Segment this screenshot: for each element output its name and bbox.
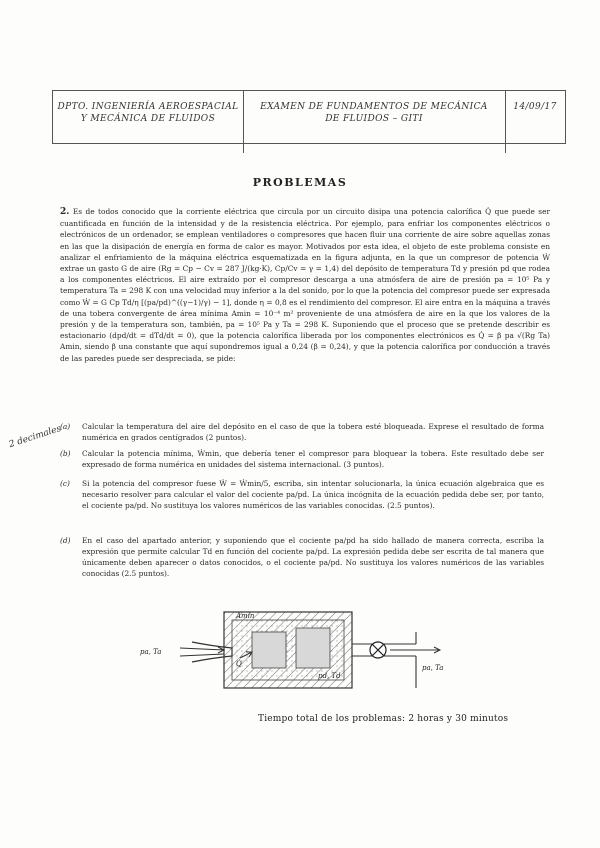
outlet-conditions-label: pa, Ta <box>422 664 444 672</box>
heat-label: Q̇ <box>236 660 242 668</box>
outlet-duct <box>352 632 416 688</box>
department-line-1: DPTO. INGENIERÍA AEROESPACIAL <box>57 102 239 112</box>
question-label: (a) <box>60 422 71 431</box>
exam-line-2: DE FLUIDOS – GITI <box>325 114 423 124</box>
inlet-flow-arrow <box>180 647 224 653</box>
amin-label: Amin <box>236 612 255 620</box>
exam-header <box>52 90 566 144</box>
tank-conditions-label: pd, Td <box>318 672 341 680</box>
problem-intro-text: Es de todos conocido que la corriente eléctrica que circula por un circuito disipa una potencia calorífica Q̇ que puede ser cuantificada en función de la intensidad y de la resistencia eléctrica. Por ejemplo, para enfriar los componentes eléctricos o electrónicos de un ordenador, se emplean ventiladores o compresores que hacen fluir una corriente de aire sobre aquellas zonas en las que la disipación de energía en forma de calor es mayor. Motivados por esta idea, el objeto de este problema consiste en analizar el enfriamiento de la máquina eléctrica esquematizada en la figura adjunta, en la que un compresor de potencia Ẇ extrae un gasto G de aire (Rg = Cp − Cv = 287 J/(kg·K), Cp/Cv = γ = 1,4) del depósito de temperatura Td y presión pd que rodea a los componentes eléctricos. El aire extraído por el compresor descarga a una atmósfera de aire de presión pa = 10⁵ Pa y temperatura Ta = 298 K con una velocidad muy inferior a la del sonido, por lo que la potencia del compresor puede ser expresada como Ẇ = G Cp Td/η [(pa/pd)^((γ−1)/γ) − 1], donde η = 0,8 es el rendimiento del compresor. El aire entra en la máquina a través de una tobera convergente de área mínima Amin = 10⁻⁴ m² proveniente de una atmósfera de aire en la que los valores de la presión y de la temperatura son, también, pa = 10⁵ Pa y Ta = 298 K. Suponiendo que el proceso que se pretende describir es estacionario (dpd/dt = dTd/dt = 0), que la potencia calorífica liberada por los componentes electrónicos es Q̇ = β pa √(Rg Ta) Amin, siendo β una constante que aquí supondremos igual a 0,24 (β = 0,24), y que la potencia calorífica por conducción a través de las paredes puede ser despreciada, se pide: <box>60 207 551 363</box>
problem-number: 2. <box>60 207 70 217</box>
inlet-conditions-label: pa, Ta <box>140 648 162 656</box>
department-cell <box>53 91 244 153</box>
question-label: (d) <box>60 536 71 545</box>
total-time-note: Tiempo total de los problemas: 2 horas y 30 minutos <box>258 714 509 724</box>
problem-statement <box>60 206 550 364</box>
question-text: Calcular la temperatura del aire del depósito en el caso de que la tobera esté bloqueada. Exprese el resultado de forma numérica en grados centígrados (2 puntos). <box>82 422 544 442</box>
department-line-2: Y MECÁNICA DE FLUIDOS <box>80 114 216 124</box>
question-text: Calcular la potencia mínima, Ẇmin, que debería tener el compresor para bloquear la tobera. Este resultado debe ser expresado de forma numérica en unidades del sistema internacional. (3 puntos). <box>82 449 544 469</box>
question-text: En el caso del apartado anterior, y suponiendo que el cociente pa/pd ha sido hallado de manera correcta, escriba la expresión que permite calcular Td en función del cociente pa/pd. La expresión pedida debe ser escrita de tal manera que únicamente deben aparecer o datos conocidos, o el cociente pa/pd. No sustituya los valores numéricos de las variables conocidas (2.5 puntos). <box>82 536 544 578</box>
inlet-flow-arrow <box>180 654 224 656</box>
electronic-component <box>252 632 286 668</box>
exam-date: 14/09/17 <box>513 102 557 112</box>
outlet-flow-arrow <box>390 647 440 653</box>
machine-schematic-figure <box>140 604 462 700</box>
handwritten-margin-note: 2 decimales <box>7 423 63 451</box>
question-label: (b) <box>60 449 71 458</box>
question-label: (c) <box>60 479 70 488</box>
section-title: PROBLEMAS <box>252 176 348 189</box>
electronic-component <box>296 628 330 668</box>
exam-title-cell <box>243 91 506 153</box>
exam-line-1: EXAMEN DE FUNDAMENTOS DE MECÁNICA <box>260 102 488 112</box>
question-text: Si la potencia del compresor fuese Ẇ = Ẇmin/5, escriba, sin intentar solucionarla, la única ecuación algebraica que es necesario resolver para calcular el valor del cociente pa/pd. La única incógnita de la ecuación pedida debe ser, por tanto, el cociente pa/pd. No sustituya los valores numéricos de las variables conocidas. (2.5 puntos). <box>82 479 544 510</box>
